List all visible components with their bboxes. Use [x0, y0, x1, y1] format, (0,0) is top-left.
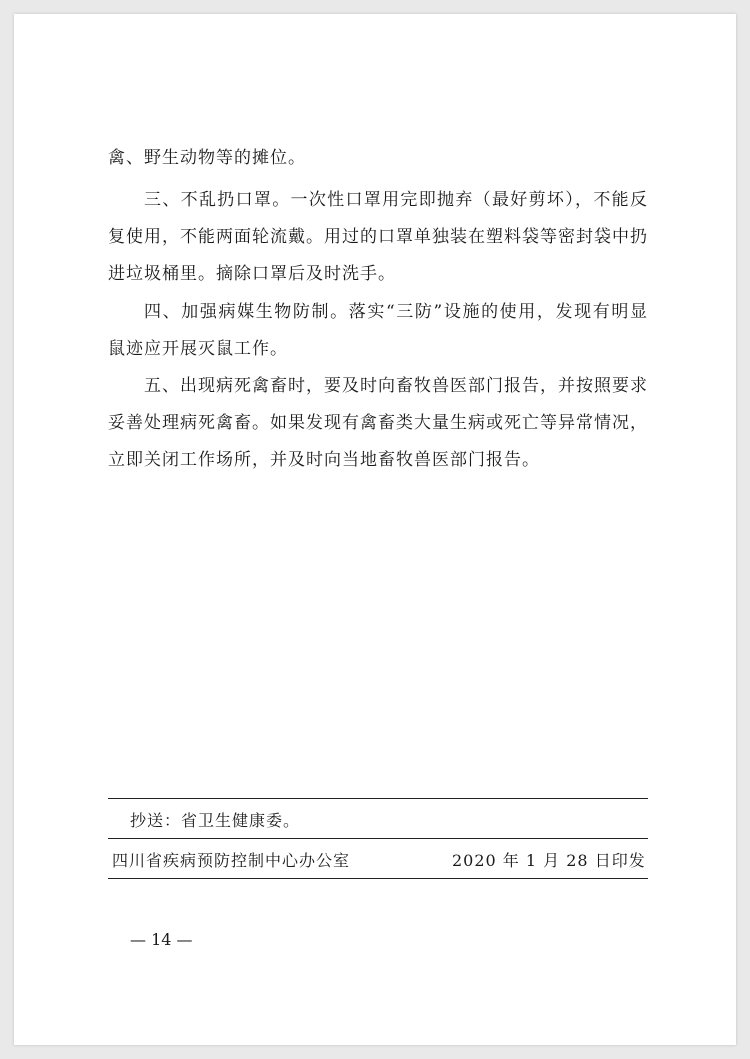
paragraph-continuation: 禽、野生动物等的摊位。: [108, 148, 306, 168]
paragraph-item-4: 四、加强病媒生物防制。落实“三防”设施的使用，发现有明显鼠迹应开展灭鼠工作。: [108, 302, 648, 359]
cc-line: 抄送：省卫生健康委。: [130, 811, 301, 830]
footer-middle-rule: [108, 838, 648, 839]
footer-top-rule: [108, 798, 648, 799]
issue-date: 2020 年 1 月 28 日印发: [452, 851, 646, 870]
page-number: — 14 —: [130, 930, 193, 949]
paragraph-item-3: 三、不乱扔口罩。一次性口罩用完即抛弃（最好剪坏），不能反复使用，不能两面轮流戴。用过的口罩单独装在塑料袋等密封袋中扔进垃圾桶里。摘除口罩后及时洗手。: [108, 190, 648, 284]
issuer-name: 四川省疾病预防控制中心办公室: [112, 851, 351, 870]
footer-bottom-rule: [108, 878, 648, 879]
paragraph-item-5: 五、出现病死禽畜时，要及时向畜牧兽医部门报告，并按照要求妥善处理病死禽畜。如果发现有禽畜类大量生病或死亡等异常情况，立即关闭工作场所，并及时向当地畜牧兽医部门报告。: [108, 376, 648, 470]
